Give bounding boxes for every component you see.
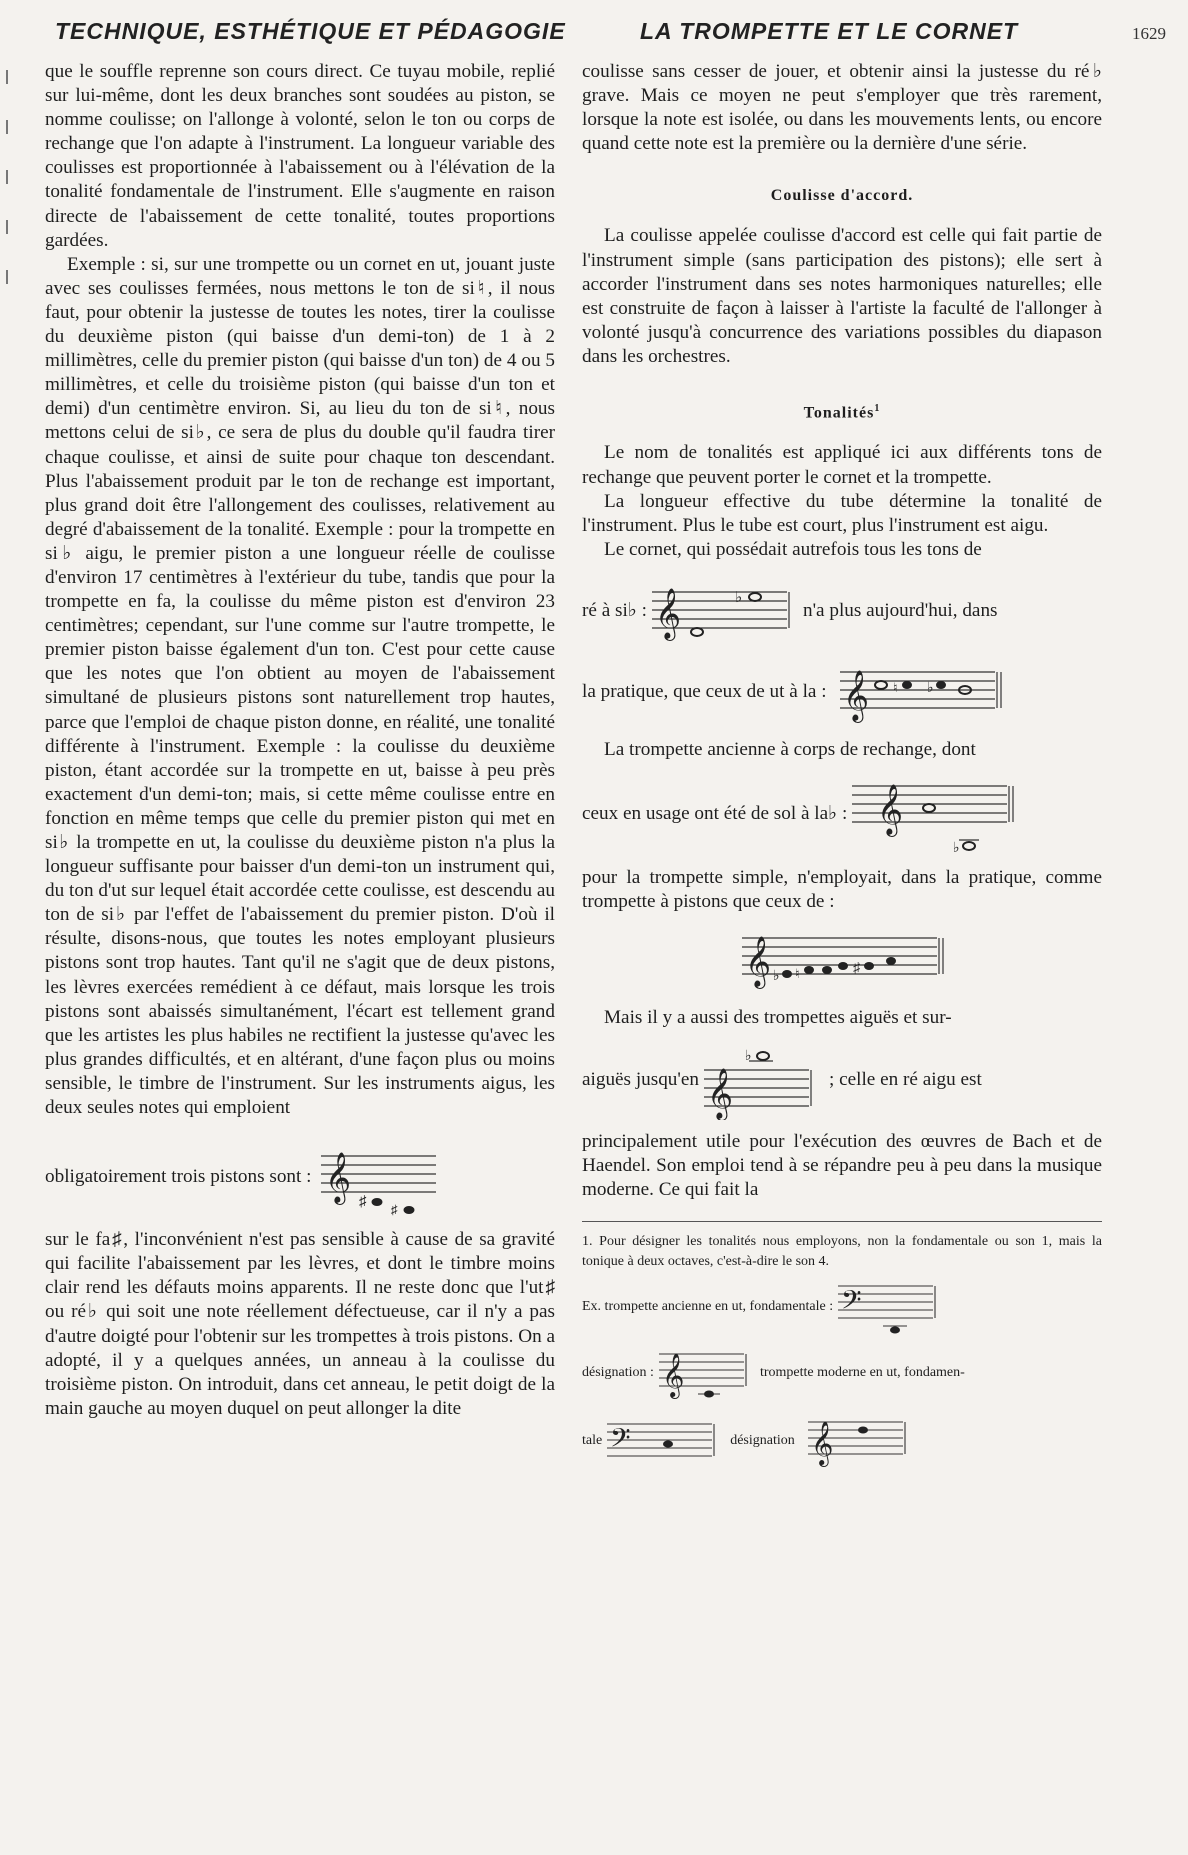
svg-text:♯: ♯ [853, 961, 860, 977]
paragraph: Le nom de tonalités est appliqué ici aux différents tons de rechange que peuvent porter le cornet et la trompette. [582, 442, 1102, 488]
page-number: 1629 [1132, 24, 1166, 43]
left-column [45, 60, 555, 1421]
inline-text: ceux en usage ont été de sol à la♭ : [582, 802, 848, 824]
section-heading: Coulisse d'accord. [770, 187, 914, 205]
paragraph: principalement utile pour l'exécution des œuvres de Bach et de Haendel. Son emploi tend à se répandre peu à peu dans la musique moderne. Ce qui fait la [582, 1131, 1102, 1201]
svg-text:♯: ♯ [359, 1194, 367, 1211]
music-example-row [582, 1040, 1102, 1120]
footnote [582, 1221, 1102, 1472]
music-staff-treble-modern [803, 1410, 913, 1472]
svg-text:♭: ♭ [735, 589, 743, 606]
music-example-row [582, 660, 1102, 724]
footnote-text: trompette moderne en ut, fondamen- [759, 1364, 965, 1380]
inline-text: aiguës jusqu'en [582, 1069, 699, 1091]
svg-text:𝄞: 𝄞 [655, 588, 682, 638]
margin-marks [6, 70, 12, 320]
footnote-text: désignation [730, 1432, 795, 1448]
right-column [582, 60, 1102, 1472]
footnote-ref: 1 [874, 403, 881, 415]
paragraph: La longueur effective du tube détermine la tonalité de l'instrument. Plus le tube est court, plus l'instrument est aigu. [582, 490, 1102, 536]
footnote-text: Ex. trompette ancienne en ut, fondamentale : [582, 1298, 834, 1314]
section-heading-text: Tonalités [803, 404, 875, 422]
paragraph: pour la trompette simple, n'employait, dans la pratique, comme trompette à pistons que ceux de : [582, 867, 1102, 913]
svg-text:♭: ♭ [744, 1049, 752, 1065]
footnote-text: tale [582, 1432, 603, 1448]
running-header-right: LA TROMPETTE ET LE CORNET [640, 18, 1019, 44]
inline-text: n'a plus aujourd'hui, dans [803, 599, 998, 621]
inline-text: la pratique, que ceux de ut à la : [582, 680, 827, 702]
paragraph: Exemple : si, sur une trompette ou un cornet en ut, jouant juste avec ses coulisses fermées, nous mettons le ton de si♮, il nous faut, pour obtenir la justesse de toutes les notes, tirer la coulisse du deuxième piston (qui baisse d'un demi-ton) de 1 à 2 millimètres, celle du premier piston (qui baisse d'un ton) de 4 ou 5 millimètres, et celle du troisième piston (qui baisse d'un ton et demi) d'un centimètre environ. Si, au lieu du ton de si♮, nous mettons celui de si♭, ce sera de plus du double qu'il faudra tirer chaque coulisse, et ainsi de suite pour chaque ton descendant. Plus l'abaissement produit par le ton de rechange est important, plus grand doit être l'allongement des coulisses, relativement au degré d'abaissement de la tonalité. Exemple : pour la trompette en si♭ aigu, le premier piston a une longueur réelle de coulisse d'environ 17 centimètres à l'extérieur du tube, tandis que pour la trompette en fa, la coulisse du même piston est d'environ 23 centimètres; cependant, sur l'une comme sur l'autre trompette, le premier piston baisse également d'un ton. C'est pour cette cause que les notes que l'on obtient au moyen de l'abaissement simultané de plusieurs pistons sont naturellement trop hautes, parce que l'emploi de chaque piston donne, en réalité, une tonalité différente à l'instrument. Exemple : la coulisse du deuxième piston, étant accordée sur la trompette en ut, baisse à peu près exactement d'un demi-ton; mais, si cette même coulisse entre en fonction en même temps que celle du premier piston qui met en si♭ la trompette en ut, la coulisse du deuxième piston n'a plus la longueur suffisante pour baisser d'un demi-ton un instrument qui, du ton d'ut sur lequel était accordée cette coulisse, est descendu au ton de si♭ par l'effet de l'abaissement du premier piston. D'où il résulte, disons-nous, que toutes les notes employant plusieurs pistons sont trop hautes. Tant qu'il ne s'agit que de deux pistons, les lèvres exercées remédient à ce défaut, mais lorsque les trois pistons sont abaissés simultanément, l'écart est tellement grand que les artistes les plus habiles ne rectifient la justesse qu'avec les plus grandes difficultés, et en altérant, d'une façon plus ou moins sensible, le timbre de l'instrument. Sur les instruments aigus, les deux seules notes qui emploient [45, 253, 555, 1119]
footnote-text: désignation : [582, 1364, 654, 1380]
footnote-text: 1. Pour désigner les tonalités nous employons, non la fondamentale ou son 1, mais la tonique à deux octaves, c'est-à-dire le son 4. [582, 1233, 1102, 1269]
running-header-left: TECHNIQUE, ESTHÉTIQUE ET PÉDAGOGIE [55, 18, 566, 44]
svg-text:♮: ♮ [795, 966, 800, 982]
paragraph: Le cornet, qui possédait autrefois tous les tons de [604, 538, 982, 560]
music-staff-cornet-range [647, 572, 797, 650]
music-staff-bass-modern [602, 1412, 722, 1470]
paragraph: La trompette ancienne à corps de rechange, dont [604, 738, 976, 760]
footnote-example-row [582, 1410, 1102, 1472]
music-example-row [582, 572, 1102, 650]
svg-text:♭: ♭ [953, 841, 960, 857]
svg-text:𝄞: 𝄞 [745, 937, 772, 987]
svg-text:♮: ♮ [892, 679, 898, 695]
svg-text:♯: ♯ [391, 1202, 398, 1218]
svg-text:𝄢: 𝄢 [610, 1422, 631, 1459]
music-example-row [582, 772, 1102, 856]
footnote-example-row [582, 1278, 1102, 1336]
paragraph: Mais il y a aussi des trompettes aiguës et sur- [604, 1007, 952, 1029]
svg-text:♭: ♭ [773, 969, 780, 985]
paragraph-end: obligatoirement trois pistons sont : [45, 1166, 312, 1188]
svg-text:𝄞: 𝄞 [661, 1354, 685, 1397]
svg-text:𝄞: 𝄞 [877, 785, 904, 835]
footnote-example-row [582, 1342, 1102, 1404]
inline-text: ré à si♭ : [582, 599, 647, 621]
inline-text: ; celle en ré aigu est [828, 1069, 982, 1091]
svg-text:𝄞: 𝄞 [810, 1422, 834, 1465]
music-example-row [45, 1136, 555, 1218]
paragraph: La coulisse appelée coulisse d'accord est celle qui fait partie de l'instrument simple (sans participation des pistons); elle sert à accorder l'instrument dans ses notes harmoniques naturelles; elle est construite de façon à laisser à l'artiste la faculté de l'allonger à volonté jusqu'à concurrence des variations possibles du diapason dans les orchestres. [582, 225, 1102, 367]
svg-text:𝄢: 𝄢 [841, 1284, 862, 1321]
music-staff-cornet-tones [835, 660, 1005, 724]
paragraph: sur le fa♯, l'inconvénient n'est pas sensible à cause de sa gravité qui facilite l'abaissement par les lèvres, et dont le timbre moins clair rend les défauts moins apparents. Il ne reste donc que l'ut♯ ou ré♭ qui soit une note réellement défectueuse, car il n'y a pas d'autre doigté pour l'obtenir sur les trompettes à trois pistons. On a adopté, il y a quelques années, un anneau à la coulisse du troisième piston. On introduit, dans cet anneau, le petit doigt de la main gauche au moyen duquel on peut allonger la dite [45, 1229, 555, 1419]
music-staff-valve-trumpet-tones [737, 924, 947, 996]
music-example-row [582, 924, 1102, 996]
music-staff-high-trumpet [699, 1040, 819, 1120]
music-staff-bass-fundamental [833, 1278, 943, 1336]
music-staff-three-pistons [311, 1136, 441, 1218]
section-heading [582, 397, 1102, 425]
svg-text:𝄞: 𝄞 [706, 1069, 733, 1119]
music-staff-old-trumpet [847, 772, 1017, 856]
paragraph: que le souffle reprenne son cours direct. Ce tuyau mobile, replié sur lui-même, dont les deux branches sont soudées au piston, se nomme coulisse; on l'allonge à volonté, selon le ton ou corps de rechange que l'on adapte à l'instrument. La longueur variable des coulisses est proportionnée à l'abaissement ou à l'élévation de la tonalité fondamentale de l'instrument. Elle s'augmente en raison directe de l'abaissement de cette tonalité, toutes proportions gardées. [45, 61, 555, 251]
svg-text:𝄞: 𝄞 [325, 1152, 352, 1204]
music-staff-treble-designation [654, 1342, 754, 1404]
svg-text:𝄞: 𝄞 [842, 670, 869, 720]
svg-text:♭: ♭ [926, 680, 934, 696]
paragraph: coulisse sans cesser de jouer, et obtenir ainsi la justesse du ré♭ grave. Mais ce moyen ne peut s'employer que très rarement, lorsque la note est isolée, ou dans les mouvements lents, ou encore quand cette note est la première ou la dernière d'une série. [582, 61, 1102, 155]
